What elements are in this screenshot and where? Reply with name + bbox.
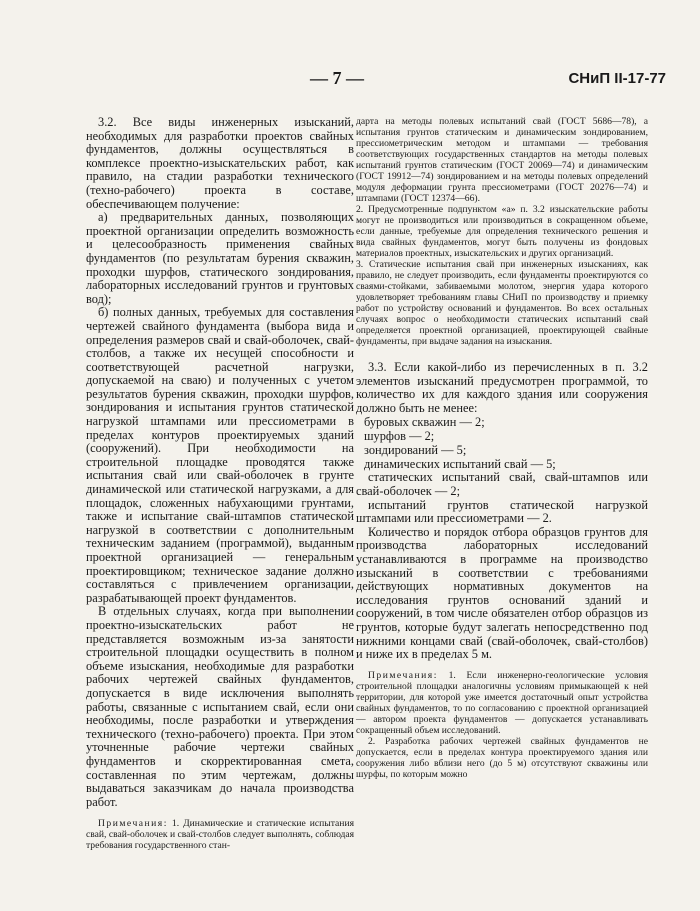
right-column [356, 116, 648, 780]
list-item: зондирований — 5; [364, 443, 467, 458]
list-item: шурфов — 2; [364, 429, 435, 444]
notes-3-3-2: 2. Разработка рабочих чертежей свайных фундаментов не допускается, если в пределах контура проектируемого здания или сооружения либо вблизи него (до 5 м) отсутствуют скважины или шурфы, по которым можно [356, 735, 648, 780]
notes-3-3-1 [356, 670, 648, 736]
note-3: 3. Статические испытания свай при инженерных изысканиях, как правило, не следует производить, если фундаменты проектируются со сваями-стойками, забиваемыми молотом, энергия удара которого удовлетворяет требованиям главы СНиП по производству и приемку работ по устройству оснований и фундаментов. Во всех остальных случаях вопрос о необходимости статических испытаний свай определяется проектной организацией, проектирующей свайные фундаменты, при выдаче задания на изыскания. [356, 259, 648, 347]
clause-3-2-item-a: а) предварительных данных, позволяющих проектной организации определить возможность и целесообразность применения свайных фундаментов (по результатам бурения скважин, проходки шурфов, статического зондирования, лабораторных исследований грунтов и грунтовых вод); [86, 210, 354, 306]
notes-label: Примечания: [98, 818, 168, 830]
page-header [0, 68, 700, 92]
document-code: СНиП II-17-77 [568, 70, 666, 87]
page-number: — 7 — [310, 68, 364, 88]
plate-tests-item: испытаний грунтов статической нагрузкой штампами или прессиометрами — 2. [356, 497, 648, 526]
clause-3-2-item-b: б) полных данных, требуемых для составления чертежей свайного фундамента (выбора вида и определения размеров свай и свай-оболочек, свай-столбов, а также их несущей способности и соответствующей расчетной нагрузки, допускаемой на сваю) и полученных с учетом результатов бурения скважин, проходки шурфов, зондирования и испытания грунтов статической нагрузкой штампами или прессиометрами в пределах контуров проектируемых зданий (сооружений). При необходимости на строительной площадке проводятся также испытания свай или свай-оболочек в грунте динамической или статической нагрузками, а для площадок, сложенных набухающими грунтами, также и испытание свай-штампов статической нагрузкой в соответствии с дополнительным техническим заданием (программой), выданным проектной организацией — генеральным проектировщиком; техническое задание должно составляться с привлечением организации, разрабатывающей проект фундаментов. [86, 305, 354, 605]
minimum-counts-list [364, 415, 648, 471]
soil-samples-paragraph: Количество и порядок отбора образцов грунтов для производства лабораторных исследований устанавливаются в программе на производство изысканий в соответствии с требованиями действующих нормативных документов на исследования грунтов оснований зданий и сооружений, в том числе обязателен отбор образцов из грунтов, которые будут залегать непосредственно под нижними концами свай (свай-оболочек, свай-столбов) и ниже их в пределах 5 м. [356, 524, 648, 662]
note-1-start [86, 818, 354, 851]
notes-text: 1. Динамические и статические испытания свай, свай-оболочек и свай-столбов следует выполнять, соблюдая требования государственного стан- [86, 818, 354, 852]
note-1-continued: дарта на методы полевых испытаний свай (ГОСТ 5686—78), а испытания грунтов статическим и динамическим зондированием, прессиометрическим методом и штампами — требования соответствующих государственных стандартов на методы полевых испытаний грунтов статическим (ГОСТ 20069—74) и динамическим (ГОСТ 19912—74) зондированием и на методы полевых определений модуля деформации грунта прессиометрами (ГОСТ 20276—74) и штампами (ГОСТ 12374—66). [356, 116, 648, 204]
clause-3-3-intro: 3.3. Если какой-либо из перечисленных в п. 3.2 элементов изысканий предусмотрен программой, то количество их для каждого здания или сооружения должно быть не менее: [356, 360, 648, 415]
note-2: 2. Предусмотренные подпунктом «а» п. 3.2 изыскательские работы могут не производиться или производиться в сокращенном объеме, если данные, требуемые для определения технического решения и вида свайных фундаментов, могут быть получены из фондовых материалов проектных, изыскательских и других организаций. [356, 204, 648, 259]
static-tests-item: статических испытаний свай, свай-штампов или свай-оболочек — 2; [356, 470, 648, 498]
notes-text: 1. Если инженерно-геологические условия строительной площадки аналогичны условиям примыкающей к ней территории, для которой уже имеется достаточный опыт устройства свайных фундаментов, то по согласованию с проектной организацией — автором проекта фундаментов — допускается устанавливать сокращенный объем исследований. [356, 669, 648, 736]
left-column [86, 116, 354, 851]
list-item: динамических испытаний свай — 5; [364, 457, 556, 472]
special-cases-paragraph: В отдельных случаях, когда при выполнении проектно-изыскательских работ не представляется возможным из-за занятости строительной площадки осуществить в полном объеме изыскания, необходимые для разработки рабочих чертежей свайных фундаментов, допускается в виде исключения выполнять работы, связанные с испытанием свай, если они необходимы, после разработки и утверждения технического (техно-рабочего) проекта. При этом уточненные рабочие чертежи свайных фундаментов и скорректированная смета, составленная по этим чертежам, должны выдаваться заказчикам до начала производства работ. [86, 604, 354, 809]
clause-3-2-intro: 3.2. Все виды инженерных изысканий, необходимых для разработки проектов свайных фундаментов, должны осуществляться в комплексе проектно-изыскательских работ, как правило, на стадии разработки технического (техно-рабочего) проекта в составе, обеспечивающем получение: [86, 115, 354, 211]
list-item: буровых скважин — 2; [364, 415, 485, 430]
notes-label: Примечания: [368, 669, 438, 681]
